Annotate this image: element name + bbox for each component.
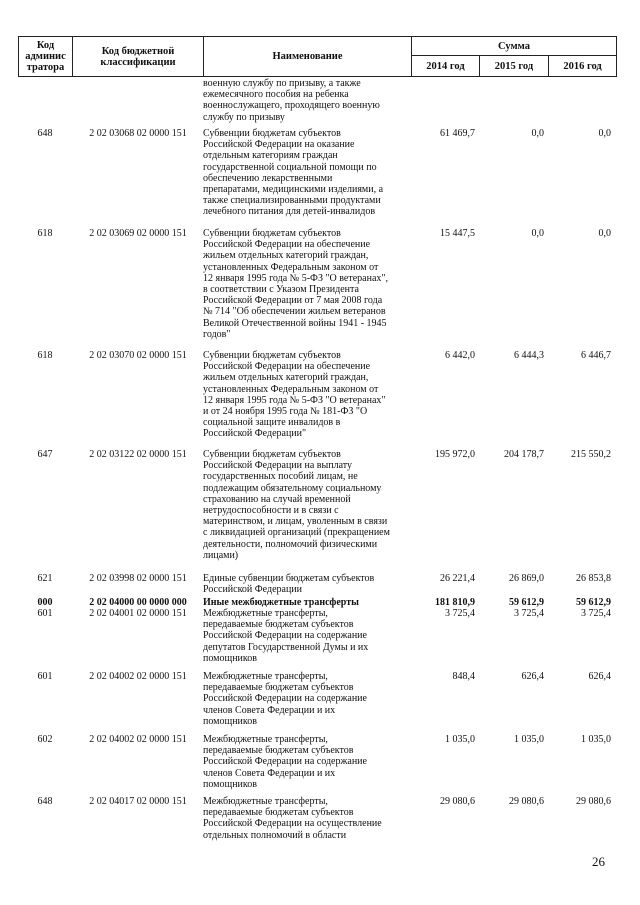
table-header [18,36,617,77]
amount-2014-cell: 15 447,5 [440,228,475,239]
amount-2016-cell: 59 612,9 [576,597,611,608]
admin-code-cell: 000 [37,597,53,608]
name-line: лечебного питания для детей-инвалидов [203,206,376,218]
name-line: передаваемые бюджетам субъектов [203,745,354,757]
name-line: Субвенции бюджетам субъектов [203,449,341,460]
budget-code-cell: 2 02 04000 00 0000 000 [89,597,187,608]
amount-2016-cell: 626,4 [588,671,611,682]
name-cell [203,573,410,595]
amount-2016-cell: 3 725,4 [581,608,611,619]
name-cell [203,228,410,340]
header-budget-code: Код бюджетной классификации [73,37,204,77]
amount-2014-cell: 61 469,7 [440,128,475,139]
name-line: членов Совета Федерации и их [203,704,336,716]
amount-2015-cell: 204 178,7 [504,449,544,460]
budget-code-cell: 2 02 03069 02 0000 151 [89,228,187,239]
name-line: деятельности, полномочий физическими [203,538,378,550]
name-line: препаратами, медицинскими изделиями, а [203,184,384,196]
amount-2015-cell: 3 725,4 [514,608,544,619]
amount-2015-cell: 59 612,9 [509,597,544,608]
amount-2015-cell: 6 444,3 [514,350,544,361]
amount-2016-cell: 0,0 [598,128,611,139]
name-line: Российской Федерации на содержание [203,630,367,642]
name-line: материнством, и лицам, уволенным в связи [203,516,388,528]
header-year-2015: 2015 год [480,56,549,77]
name-cell [203,78,410,123]
name-line: и от 24 ноября 1995 года № 181-ФЗ "О [203,406,368,418]
name-line: Российской Федерации" [203,428,307,440]
amount-2016-cell: 26 853,8 [576,573,611,584]
budget-code-cell: 2 02 03122 02 0000 151 [89,449,187,460]
name-line: Российской Федерации [203,584,303,596]
name-line: военнослужащего, проходящего военную [203,100,380,112]
budget-code-cell: 2 02 04017 02 0000 151 [89,796,187,807]
name-line: передаваемые бюджетам субъектов [203,619,354,631]
name-line: Российской Федерации на обеспечение [203,361,371,373]
name-line: также специализированными продуктами [203,195,381,207]
name-line: жильем отдельных категорий граждан, [203,250,369,262]
admin-code-cell: 601 [37,671,53,682]
name-line: установленных Федеральным законом от [203,383,379,395]
name-cell [203,796,410,841]
budget-code-cell: 2 02 04002 02 0000 151 [89,671,187,682]
name-line: социальной защите инвалидов в [203,417,341,429]
name-line: военную службу по призыву, а также [203,78,361,89]
amount-2014-cell: 3 725,4 [445,608,475,619]
name-line: Иные межбюджетные трансферты [203,597,359,608]
name-line: помощников [203,778,257,790]
amount-2014-cell: 26 221,4 [440,573,475,584]
name-line: Межбюджетные трансферты, [203,734,328,745]
header-year-2016: 2016 год [549,56,617,77]
amount-2015-cell: 26 869,0 [509,573,544,584]
admin-code-cell: 648 [37,796,53,807]
budget-code-cell: 2 02 03070 02 0000 151 [89,350,187,361]
amount-2016-cell: 29 080,6 [576,796,611,807]
name-line: государственной социальной помощи по [203,161,377,173]
admin-code-cell: 647 [37,449,53,460]
name-line: годов" [203,328,231,340]
amount-2016-cell: 215 550,2 [571,449,611,460]
page-number: 26 [592,854,605,869]
name-line: жильем отдельных категорий граждан, [203,372,369,384]
name-line: передаваемые бюджетам субъектов [203,807,354,819]
name-line: ежемесячного пособия на ребенка [203,89,349,101]
name-line: отдельным категориям граждан [203,150,338,162]
name-line: Единые субвенции бюджетам субъектов [203,573,375,584]
name-line: с ликвидацией организаций (прекращением [203,527,390,539]
admin-code-cell: 618 [37,350,53,361]
header-year-2014: 2014 год [412,56,480,77]
admin-code-cell: 648 [37,128,53,139]
amount-2016-cell: 1 035,0 [581,734,611,745]
name-cell [203,734,410,790]
name-line: государственных пособий лицам, не [203,471,358,483]
budget-code-cell: 2 02 03998 02 0000 151 [89,573,187,584]
name-line: нетрудоспособности и в связи с [203,505,339,517]
name-line: Российской Федерации на выплату [203,460,352,472]
name-line: депутатов Государственной Думы и их [203,641,369,653]
admin-code-cell: 602 [37,734,53,745]
name-line: помощников [203,652,257,664]
name-line: Российской Федерации на оказание [203,139,355,151]
amount-2015-cell: 1 035,0 [514,734,544,745]
name-line: 12 января 1995 года № 5-ФЗ "О ветеранах", [203,272,388,284]
name-cell [203,671,410,727]
name-line: подлежащим обязательному социальному [203,482,382,494]
name-cell [203,597,410,608]
name-line: Субвенции бюджетам субъектов [203,350,341,361]
admin-code-cell: 618 [37,228,53,239]
name-line: Субвенции бюджетам субъектов [203,228,341,239]
name-line: Российской Федерации от 7 мая 2008 года [203,295,383,307]
name-line: № 714 "Об обеспечении жильем ветеранов [203,306,386,318]
name-line: помощников [203,715,257,727]
amount-2014-cell: 29 080,6 [440,796,475,807]
amount-2014-cell: 1 035,0 [445,734,475,745]
header-name: Наименование [204,37,412,77]
name-line: передаваемые бюджетам субъектов [203,682,354,694]
amount-2015-cell: 0,0 [531,128,544,139]
name-line: Российской Федерации на содержание [203,693,367,705]
header-sum: Сумма [412,37,617,56]
name-line: установленных Федеральным законом от [203,261,379,273]
amount-2015-cell: 626,4 [521,671,544,682]
name-line: Российской Федерации на осуществление [203,818,382,830]
name-line: страхованию на случай временной [203,493,351,505]
amount-2015-cell: 0,0 [531,228,544,239]
name-line: Межбюджетные трансферты, [203,796,328,807]
name-cell [203,608,410,664]
amount-2014-cell: 195 972,0 [435,449,475,460]
admin-code-cell: 621 [37,573,53,584]
name-line: 12 января 1995 года № 5-ФЗ "О ветеранах" [203,394,386,406]
name-cell [203,350,410,440]
budget-code-cell: 2 02 04002 02 0000 151 [89,734,187,745]
name-line: отдельных полномочий в области [203,829,347,841]
name-line: обеспечению лекарственными [203,172,333,184]
name-line: службу по призыву [203,111,285,123]
name-line: Межбюджетные трансферты, [203,608,328,619]
name-line: членов Совета Федерации и их [203,767,336,779]
amount-2015-cell: 29 080,6 [509,796,544,807]
amount-2016-cell: 0,0 [598,228,611,239]
budget-code-cell: 2 02 04001 02 0000 151 [89,608,187,619]
amount-2014-cell: 181 810,9 [435,597,475,608]
name-line: в соответствии с Указом Президента [203,284,359,296]
budget-code-cell: 2 02 03068 02 0000 151 [89,128,187,139]
name-line: Российской Федерации на содержание [203,756,367,768]
amount-2014-cell: 848,4 [452,671,475,682]
name-cell [203,449,410,561]
header-admin-code: Код админис тратора [19,37,73,77]
amount-2014-cell: 6 442,0 [445,350,475,361]
amount-2016-cell: 6 446,7 [581,350,611,361]
name-line: Российской Федерации на обеспечение [203,239,371,251]
name-line: Великой Отечественной войны 1941 - 1945 [203,317,387,329]
name-line: лицами) [203,549,239,561]
name-cell [203,128,410,218]
name-line: Межбюджетные трансферты, [203,671,328,682]
admin-code-cell: 601 [37,608,53,619]
name-line: Субвенции бюджетам субъектов [203,128,341,139]
